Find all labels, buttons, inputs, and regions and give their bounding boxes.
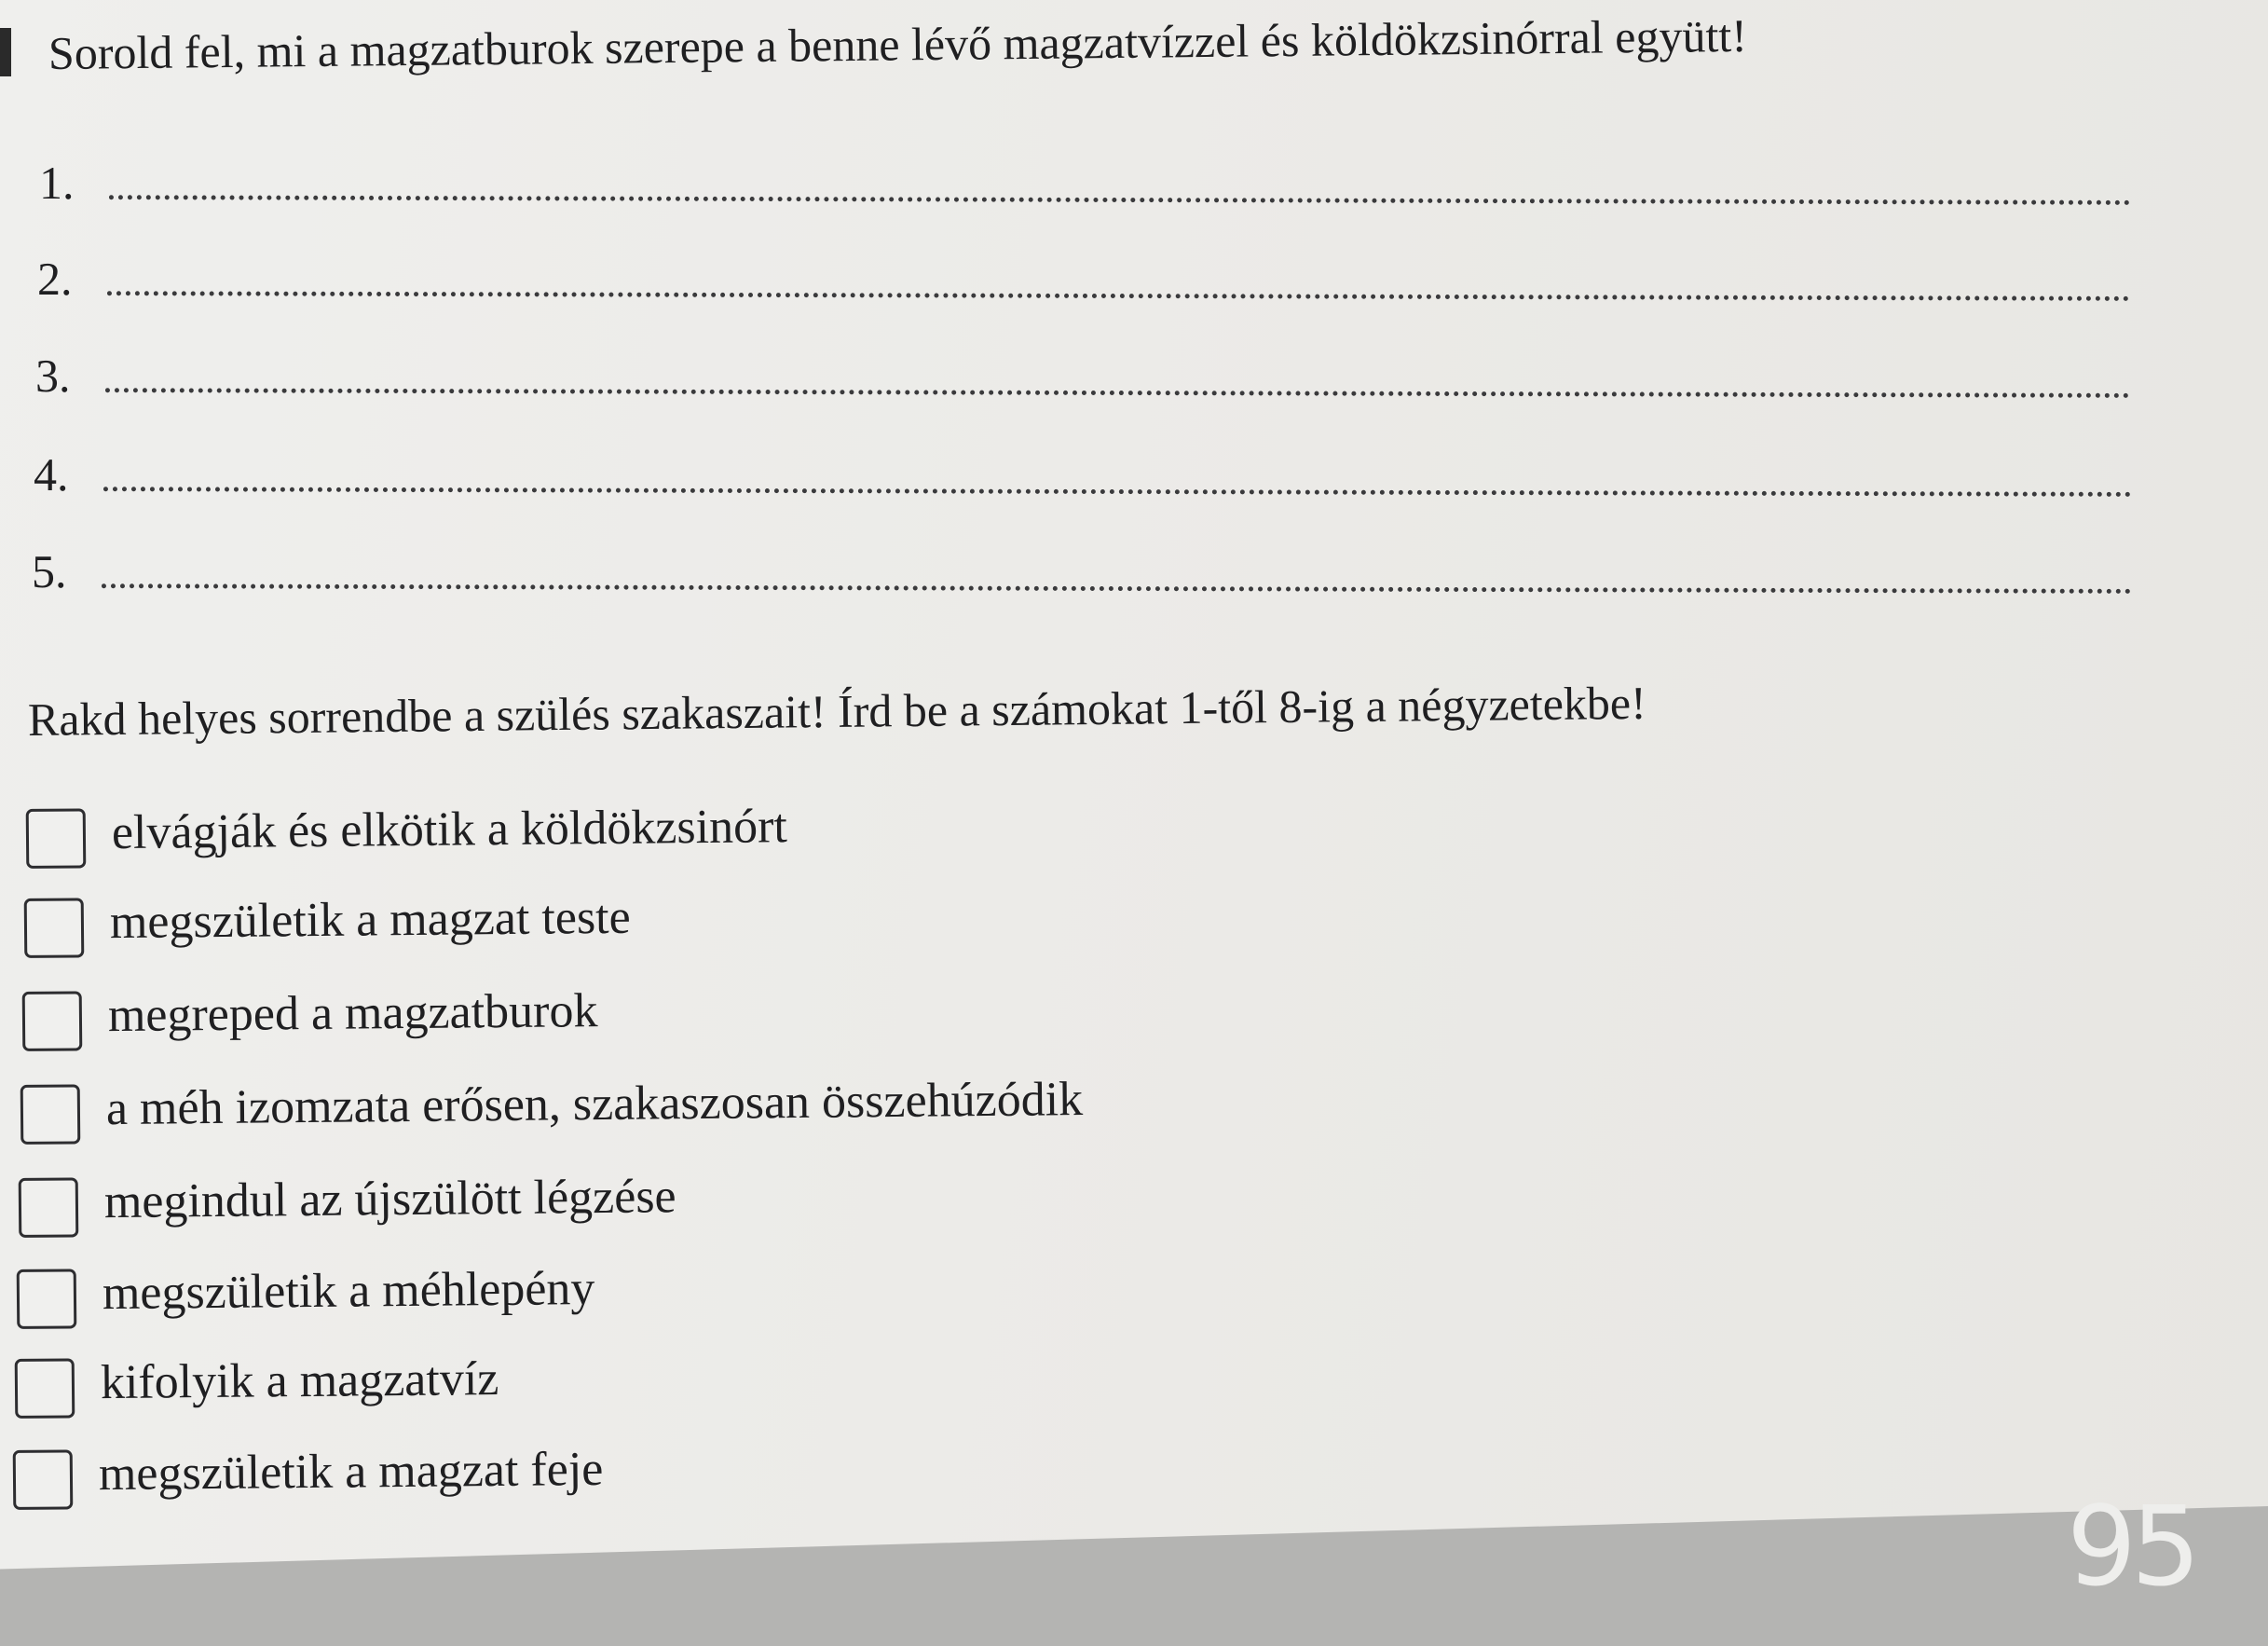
ordering-item-label: kifolyik a magzatvíz	[100, 1352, 499, 1410]
footer-band	[0, 1506, 2268, 1646]
ordering-item-label: megreped a magzatburok	[107, 984, 598, 1043]
answer-line-4[interactable]	[34, 446, 2132, 516]
page-number: 95	[2066, 1482, 2195, 1611]
page-edge-mark	[0, 28, 11, 76]
ordering-item-label: megszületik a méhlepény	[102, 1262, 595, 1321]
ordering-item-label: a méh izomzata erősen, szakaszosan összehúzódik	[105, 1073, 1084, 1136]
number-box[interactable]	[19, 1177, 79, 1238]
number-box[interactable]	[15, 1358, 75, 1419]
ordering-item-label: megszületik a magzat feje	[98, 1442, 604, 1502]
answer-number: 1.	[38, 157, 75, 210]
dotted-line	[105, 388, 2130, 398]
ordering-item	[24, 881, 1330, 966]
ordering-item	[26, 791, 1332, 876]
number-box[interactable]	[24, 898, 85, 958]
number-box[interactable]	[20, 1084, 81, 1145]
answer-number: 4.	[33, 448, 69, 501]
answer-number: 2.	[36, 253, 73, 306]
answer-number: 5.	[31, 545, 67, 598]
task2-instruction: Rakd helyes sorrendbe a szülés szakaszait! Írd be a számokat 1-től 8-ig a négyzetekbe!	[27, 676, 1646, 746]
ordering-item	[15, 1341, 1320, 1426]
dotted-line	[102, 583, 2132, 594]
ordering-item-label: elvágják és elkötik a köldökzsinórt	[111, 800, 788, 860]
ordering-item	[17, 1252, 1322, 1337]
dotted-line	[109, 195, 2131, 205]
answer-line-3[interactable]	[35, 347, 2130, 418]
task1-instruction: Sorold fel, mi a magzatburok szerepe a benne lévő magzatvízzel és köldökzsinórral együtt!	[48, 8, 1748, 79]
number-box[interactable]	[26, 808, 87, 869]
dotted-line	[107, 291, 2130, 301]
number-box[interactable]	[22, 991, 83, 1051]
dotted-line	[103, 487, 2132, 497]
answer-line-1[interactable]	[39, 154, 2131, 225]
number-box[interactable]	[17, 1269, 77, 1329]
ordering-item	[19, 1160, 1324, 1245]
ordering-item-label: megindul az újszülött légzése	[103, 1170, 676, 1229]
ordering-item	[13, 1433, 1318, 1517]
ordering-item	[22, 974, 1328, 1059]
number-box[interactable]	[13, 1449, 74, 1510]
answer-line-2[interactable]	[37, 250, 2130, 321]
answer-line-5[interactable]	[32, 542, 2132, 613]
ordering-item	[20, 1067, 1326, 1152]
answer-number: 3.	[34, 350, 71, 403]
ordering-item-label: megszületik a magzat teste	[109, 890, 631, 950]
